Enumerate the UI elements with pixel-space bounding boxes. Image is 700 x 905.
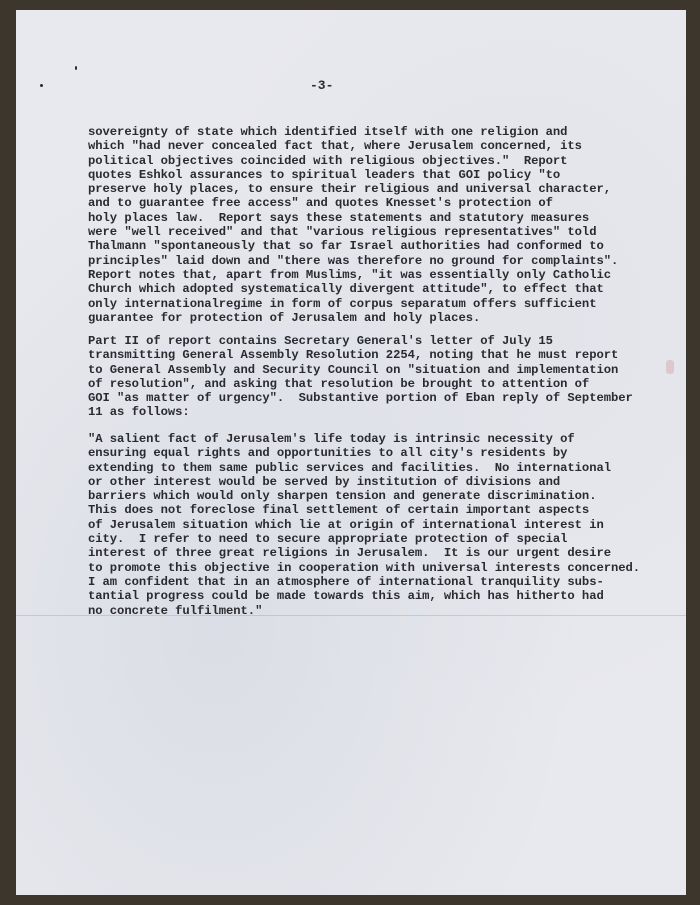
body-paragraph: Part II of report contains Secretary General's letter of July 15 transmitting General Assembly Resolution 2254, noting that he must report to General Assembly and Security Council on "situation and implementation of resolution", and asking that resolution be brought to attention of GOI "as matter of urgency". Substantive portion of Eban reply of September 11 as follows:: [88, 334, 633, 420]
ink-speck: [75, 66, 77, 70]
ink-speck: [40, 84, 43, 87]
page-number: -3-: [310, 78, 334, 93]
quoted-reply-paragraph: "A salient fact of Jerusalem's life today is intrinsic necessity of ensuring equal rights and opportunities to all city's residents by extending to them same public services and facilities. No international or other interest would be served by institution of divisions and barriers which would only sharpen tension and generate discrimination. This does not foreclose final settlement of certain important aspects of Jerusalem situation which lie at origin of international interest in city. I refer to need to secure appropriate protection of special interest of three great religions in Jerusalem. It is our urgent desire to promote this objective in cooperation with universal interests concerned. I am confident that in an atmosphere of international tranquility subs- tantial progress could be made towards this aim, which has hitherto had no concrete fulfilment.": [88, 432, 641, 618]
body-paragraph: sovereignty of state which identified itself with one religion and which "had never concealed fact that, where Jerusalem concerned, its political objectives coincided with religious objectives." Report quotes Eshkol assurances to spiritual leaders that GOI policy "to preserve holy places, to ensure their religious and universal character, and to guarantee free access" and quotes Knesset's protection of holy places law. Report says these statements and statutory measures were "well received" and that "various religious representatives" told Thalmann "spontaneously that so far Israel authorities had conformed to principles" laid down and "there was therefore no ground for complaints". Report notes that, apart from Muslims, "it was essentially only Catholic Church which adopted systematically divergent attitude", to effect that only internationalregime in form of corpus separatum offers sufficient guarantee for protection of Jerusalem and holy places.: [88, 125, 619, 325]
stain-mark: [666, 360, 674, 374]
